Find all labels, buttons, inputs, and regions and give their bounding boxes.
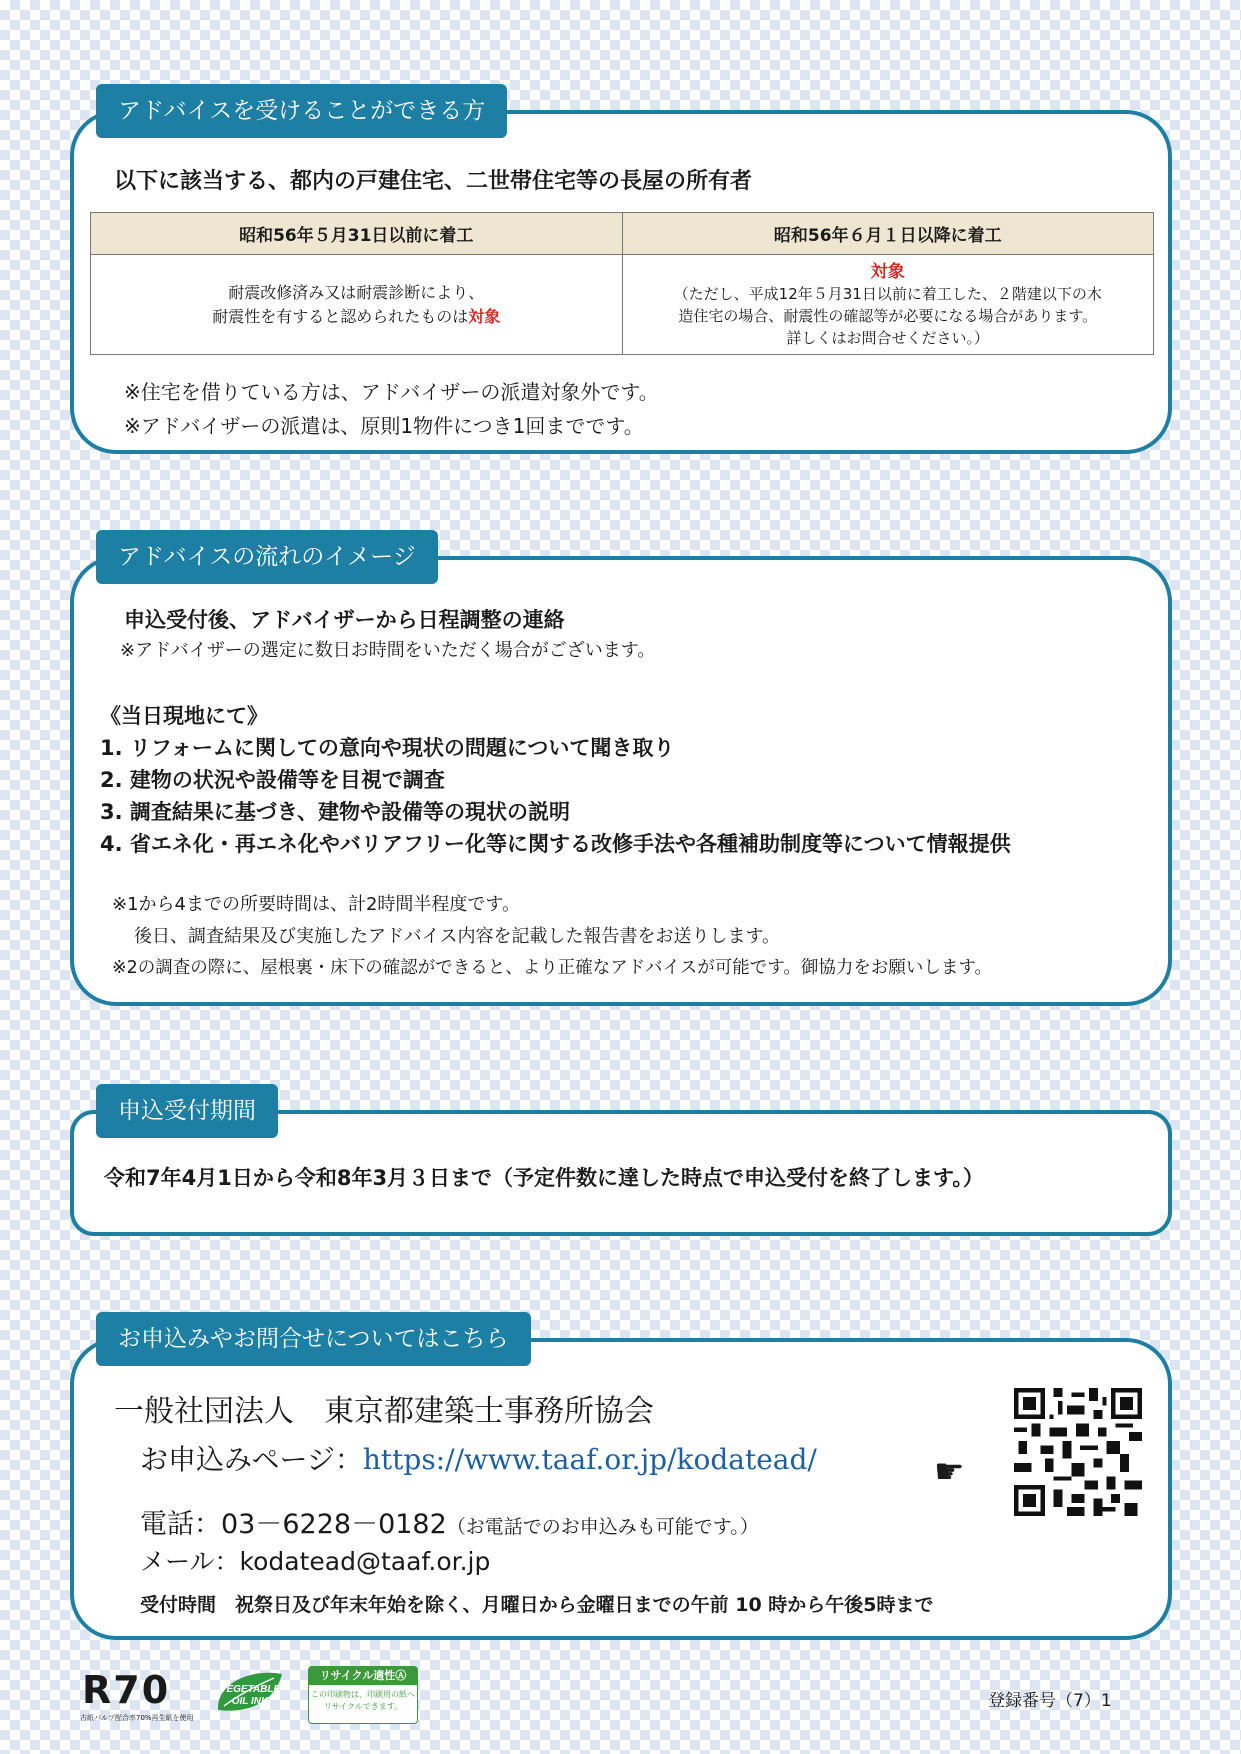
flow-foot-1: ※1から4までの所要時間は、計2時間半程度です。 — [112, 894, 520, 915]
section-eligibility — [70, 110, 1172, 454]
eligibility-table — [90, 212, 1154, 355]
r70-logo-caption: 古紙パルプ配合率70%再生紙を使用 — [80, 1714, 194, 1722]
section-eligibility-tab: アドバイスを受けることができる方 — [96, 84, 507, 138]
svg-text:OIL INK: OIL INK — [231, 1696, 269, 1707]
flow-step-3: 3. 調査結果に基づき、建物や設備等の現状の説明 — [100, 800, 571, 824]
period-text: 令和7年4月1日から令和8年3月３日まで（予定件数に達した時点で申込受付を終了します。） — [104, 1166, 984, 1190]
r70-logo: R70 — [82, 1668, 171, 1712]
vegetable-oil-ink-logo-icon — [210, 1664, 290, 1724]
flow-step-4: 4. 省エネ化・再エネ化やバリアフリー化等に関する改修手法や各種補助制度等について情報提供 — [100, 832, 1011, 856]
phone-number[interactable]: 電話：03－6228－0182 — [140, 1509, 447, 1540]
apply-page — [140, 1438, 817, 1478]
cell-before-line2: 耐震性を有すると認められたものは対象 — [212, 306, 501, 326]
apply-url-link[interactable]: https://www.taaf.or.jp/kodatead/ — [362, 1443, 817, 1476]
flow-sub-note: ※アドバイザーの選定に数日お時間をいただく場合がございます。 — [120, 640, 656, 661]
flow-lead: 申込受付後、アドバイザーから日程調整の連絡 — [124, 608, 565, 632]
flow-step-2: 2. 建物の状況や設備等を目視で調査 — [100, 768, 445, 792]
flow-foot-3: ※2の調査の際に、屋根裏・床下の確認ができると、より正確なアドバイスが可能です。御協力をお願いします。 — [112, 958, 992, 978]
reception-hours: 受付時間 祝祭日及び年末年始を除く、月曜日から金曜日までの午前 10 時から午後5時まで — [140, 1594, 934, 1616]
apply-label: お申込みページ： — [140, 1443, 363, 1476]
table-header-after: 昭和56年６月１日以降に着工 — [622, 213, 1154, 255]
recycle-text: この印刷物は、印刷用の紙へ リサイクルできます。 — [311, 1690, 415, 1711]
table-header-before: 昭和56年５月31日以前に着工 — [91, 213, 623, 255]
recycle-title: リサイクル適性Ⓐ — [309, 1667, 417, 1685]
cell-after-line1: （ただし、平成12年５月31日以前に着工した、２階建以下の木 — [673, 284, 1102, 303]
email-address[interactable]: メール：kodatead@taaf.or.jp — [140, 1547, 491, 1576]
table-cell-after — [622, 255, 1154, 355]
eligibility-lead: 以下に該当する、都内の戸建住宅、二世帯住宅等の長屋の所有者 — [114, 169, 753, 194]
target-label: 対象 — [870, 261, 905, 282]
cell-after-line3: 詳しくはお問合せください。） — [786, 328, 989, 347]
target-label: 対象 — [468, 306, 501, 326]
eligibility-note-1: ※住宅を借りている方は、アドバイザーの派遣対象外です。 — [124, 380, 659, 404]
qr-code-icon[interactable] — [1014, 1388, 1142, 1516]
flow-onsite-heading: 《当日現地にて》 — [100, 704, 268, 728]
flow-foot-2: 後日、調査結果及び実施したアドバイス内容を記載した報告書をお送りします。 — [134, 926, 781, 947]
cell-after-line2: 造住宅の場合、耐震性の確認等が必要になる場合があります。 — [678, 306, 1098, 325]
cell-before-line1: 耐震改修済み又は耐震診断により、 — [228, 282, 485, 302]
organization-name: 一般社団法人 東京都建築士事務所協会 — [114, 1394, 654, 1429]
recycle-aptitude-label — [308, 1666, 418, 1724]
registration-number: 登録番号（7）1 — [988, 1691, 1112, 1711]
svg-text:VEGETABLE: VEGETABLE — [219, 1684, 281, 1695]
section-period-tab: 申込受付期間 — [96, 1084, 278, 1138]
flow-step-1: 1. リフォームに関しての意向や現状の問題について聞き取り — [100, 736, 675, 760]
phone-line — [140, 1502, 759, 1541]
eligibility-note-2: ※アドバイザーの派遣は、原則1物件につき1回までです。 — [124, 414, 644, 438]
section-contact-tab: お申込みやお問合せについてはこちら — [96, 1312, 531, 1366]
section-contact — [70, 1338, 1172, 1640]
section-flow-tab: アドバイスの流れのイメージ — [96, 530, 438, 584]
section-flow — [70, 556, 1172, 1006]
table-cell-before — [91, 255, 623, 355]
pointing-hand-icon: ☛ — [934, 1452, 965, 1492]
phone-note: （お電話でのお申込みも可能です。） — [446, 1516, 759, 1538]
